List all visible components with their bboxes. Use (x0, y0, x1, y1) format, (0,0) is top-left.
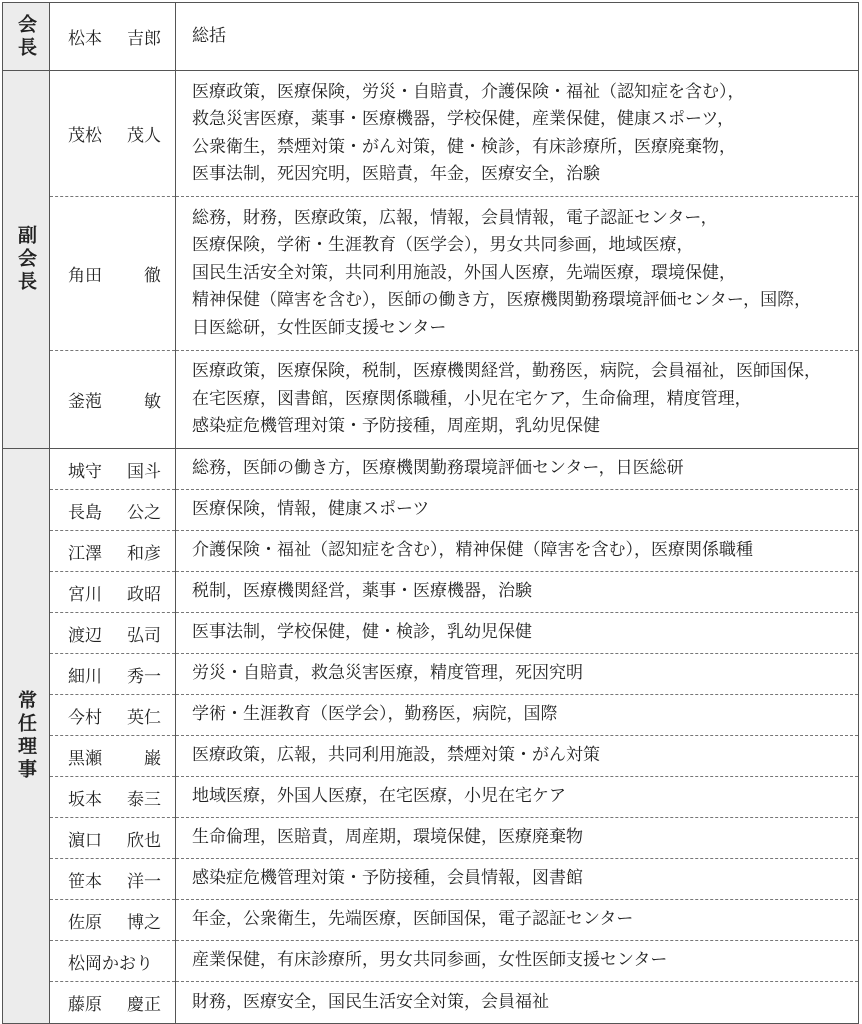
member-duties-cell (176, 351, 859, 449)
member-family-name: 角田 (68, 266, 102, 286)
duty-line: 医療政策，広報，共同利用施設，禁煙対策・がん対策 (192, 745, 600, 766)
duty-line: 生命倫理，医賠責，周産期，環境保健，医療廃棄物 (192, 827, 583, 848)
member-name (68, 867, 161, 892)
duty-line: 学術・生涯教育（医学会），勤務医，病院，国際 (192, 704, 558, 725)
duty-line: 医事法制，学校保健，健・検診，乳幼児保健 (192, 622, 532, 643)
member-duties-cell (176, 900, 859, 941)
member-name (68, 744, 161, 769)
member-family-name: 黒瀬 (68, 748, 102, 769)
member-family-name: 釜萢 (68, 392, 102, 412)
member-duties-cell (176, 197, 859, 351)
duty-line: 労災・自賠責，救急災害医療，精度管理，死因究明 (192, 663, 583, 684)
member-duties-cell (176, 941, 859, 982)
duty-line: 総務，医師の働き方，医療機関勤務環境評価センター，日医総研 (192, 458, 684, 479)
member-row (3, 613, 859, 654)
member-name-cell (50, 197, 176, 351)
member-name-cell (50, 982, 176, 1024)
member-duties-cell (176, 572, 859, 613)
member-duties-cell (176, 449, 859, 490)
member-given-name: 公之 (127, 502, 161, 523)
member-row (3, 818, 859, 859)
duty-line: 公衆衛生，禁煙対策・がん対策，健・検診，有床診療所，医療廃棄物， (192, 136, 736, 157)
member-name-cell (50, 736, 176, 777)
member-duties-cell (176, 3, 859, 71)
member-name-cell (50, 695, 176, 736)
member-given-name: 欣也 (127, 830, 161, 851)
member-row (3, 449, 859, 490)
duty-line: 感染症危機管理対策・予防接種，会員情報，図書館 (192, 868, 583, 889)
member-given-name: 吉郎 (127, 29, 161, 49)
duty-line: 救急災害医療，薬事・医療機器，学校保健，産業保健，健康スポーツ， (192, 109, 735, 129)
duty-line: 医療政策，医療保険，税制，医療機関経営，勤務医，病院，会員福祉，医師国保， (192, 361, 821, 382)
member-name-cell (50, 613, 176, 654)
member-name-cell (50, 3, 176, 71)
member-duties-cell (176, 736, 859, 777)
member-family-name: 坂本 (68, 789, 102, 810)
member-given-name: 博之 (127, 912, 161, 933)
member-name-cell (50, 449, 176, 490)
member-name (68, 457, 161, 482)
member-family-name: 松岡かおり (68, 953, 153, 974)
member-name-cell (50, 71, 176, 197)
member-row (3, 71, 859, 197)
member-given-name: 秀一 (127, 666, 161, 687)
member-given-name: 徹 (144, 266, 161, 286)
member-name (68, 261, 161, 286)
member-family-name: 濵口 (68, 830, 102, 851)
member-row (3, 777, 859, 818)
member-name-cell (50, 818, 176, 859)
member-name-cell (50, 900, 176, 941)
member-name (68, 703, 161, 728)
role-group-label: 常任理事 (3, 449, 50, 1024)
member-family-name: 今村 (68, 707, 102, 728)
member-name (68, 24, 161, 49)
member-given-name: 敏 (144, 392, 161, 412)
member-row (3, 900, 859, 941)
member-family-name: 松本 (68, 29, 102, 49)
member-name (68, 785, 161, 810)
duty-line: 国民生活安全対策，共同利用施設，外国人医療，先端医療，環境保健， (192, 262, 736, 283)
member-row (3, 654, 859, 695)
duty-line: 年金，公衆衛生，先端医療，医師国保，電子認証センター (192, 909, 634, 930)
member-row (3, 941, 859, 982)
member-name (68, 498, 161, 523)
member-name-cell (50, 531, 176, 572)
member-name (68, 121, 161, 146)
duty-line: 地域医療，外国人医療，在宅医療，小児在宅ケア (192, 786, 566, 807)
member-name (68, 662, 161, 687)
member-given-name: 政昭 (127, 584, 161, 605)
member-family-name: 藤原 (68, 995, 102, 1015)
member-name (68, 621, 161, 646)
duty-line: 産業保健，有床診療所，男女共同参画，女性医師支援センター (192, 950, 668, 971)
member-name (68, 908, 161, 933)
member-name (68, 387, 161, 412)
member-name-cell (50, 572, 176, 613)
member-duties-cell (176, 490, 859, 531)
member-duties-cell (176, 777, 859, 818)
duty-line: 税制，医療機関経営，薬事・医療機器，治験 (192, 581, 532, 602)
member-row (3, 351, 859, 449)
member-duties-cell (176, 695, 859, 736)
member-name (68, 539, 161, 564)
member-family-name: 城守 (68, 461, 102, 482)
duty-line: 医療保険，学術・生涯教育（医学会），男女共同参画，地域医療， (192, 235, 694, 256)
member-family-name: 宮川 (68, 584, 102, 605)
member-family-name: 佐原 (68, 912, 102, 933)
member-family-name: 茂松 (68, 126, 102, 146)
member-duties-cell (176, 531, 859, 572)
member-duties-cell (176, 71, 859, 197)
member-given-name: 英仁 (127, 707, 161, 728)
member-row (3, 531, 859, 572)
member-given-name: 洋一 (127, 871, 161, 892)
member-name (68, 580, 161, 605)
member-family-name: 細川 (68, 666, 102, 687)
member-name-cell (50, 941, 176, 982)
member-duties-cell (176, 654, 859, 695)
member-given-name: 慶正 (127, 995, 161, 1015)
member-name (68, 826, 161, 851)
duty-line: 総括 (192, 25, 226, 46)
member-name (68, 990, 161, 1015)
member-duties-cell (176, 818, 859, 859)
member-name-cell (50, 351, 176, 449)
duty-line: 医療政策，医療保険，労災・自賠責，介護保険・福祉（認知症を含む）， (192, 81, 745, 102)
member-given-name: 泰三 (127, 789, 161, 810)
duty-line: 財務，医療安全，国民生活安全対策，会員福祉 (192, 991, 549, 1012)
member-name-cell (50, 859, 176, 900)
member-family-name: 長島 (68, 502, 102, 523)
member-family-name: 江澤 (68, 543, 102, 564)
duty-line: 医療保険，情報，健康スポーツ (192, 499, 430, 520)
duty-line: 精神保健（障害を含む），医師の働き方，医療機関勤務環境評価センター，国際， (192, 290, 812, 311)
member-name (68, 949, 161, 974)
duty-line: 介護保険・福祉（認知症を含む），精神保健（障害を含む），医療関係職種 (192, 540, 753, 561)
member-family-name: 渡辺 (68, 625, 102, 646)
member-given-name: 和彦 (127, 543, 161, 564)
member-name-cell (50, 654, 176, 695)
duty-line: 総務，財務，医療政策，広報，情報，会員情報，電子認証センター， (192, 207, 718, 228)
member-duties-cell (176, 613, 859, 654)
duty-line: 医事法制，死因究明，医賠責，年金，医療安全，治験 (192, 164, 600, 184)
duty-line: 感染症危機管理対策・予防接種，周産期，乳幼児保健 (192, 416, 600, 437)
member-row (3, 197, 859, 351)
member-duties-cell (176, 859, 859, 900)
member-family-name: 笹本 (68, 871, 102, 892)
role-group-label: 会長 (3, 3, 50, 71)
member-given-name: 巌 (144, 748, 161, 769)
duty-line: 在宅医療，図書館，医療関係職種，小児在宅ケア，生命倫理，精度管理， (192, 388, 752, 409)
member-given-name: 茂人 (127, 126, 161, 146)
member-row (3, 3, 859, 71)
officer-duties-body (3, 3, 859, 1024)
member-given-name: 国斗 (127, 461, 161, 482)
role-group-label: 副会長 (3, 71, 50, 449)
member-row (3, 736, 859, 777)
member-name-cell (50, 490, 176, 531)
member-row (3, 490, 859, 531)
officer-duties-table (2, 2, 859, 1024)
member-given-name: 弘司 (127, 625, 161, 646)
member-row (3, 572, 859, 613)
duty-line: 日医総研，女性医師支援センター (192, 317, 447, 338)
member-row (3, 695, 859, 736)
member-row (3, 859, 859, 900)
member-duties-cell (176, 982, 859, 1024)
member-row (3, 982, 859, 1024)
member-name-cell (50, 777, 176, 818)
